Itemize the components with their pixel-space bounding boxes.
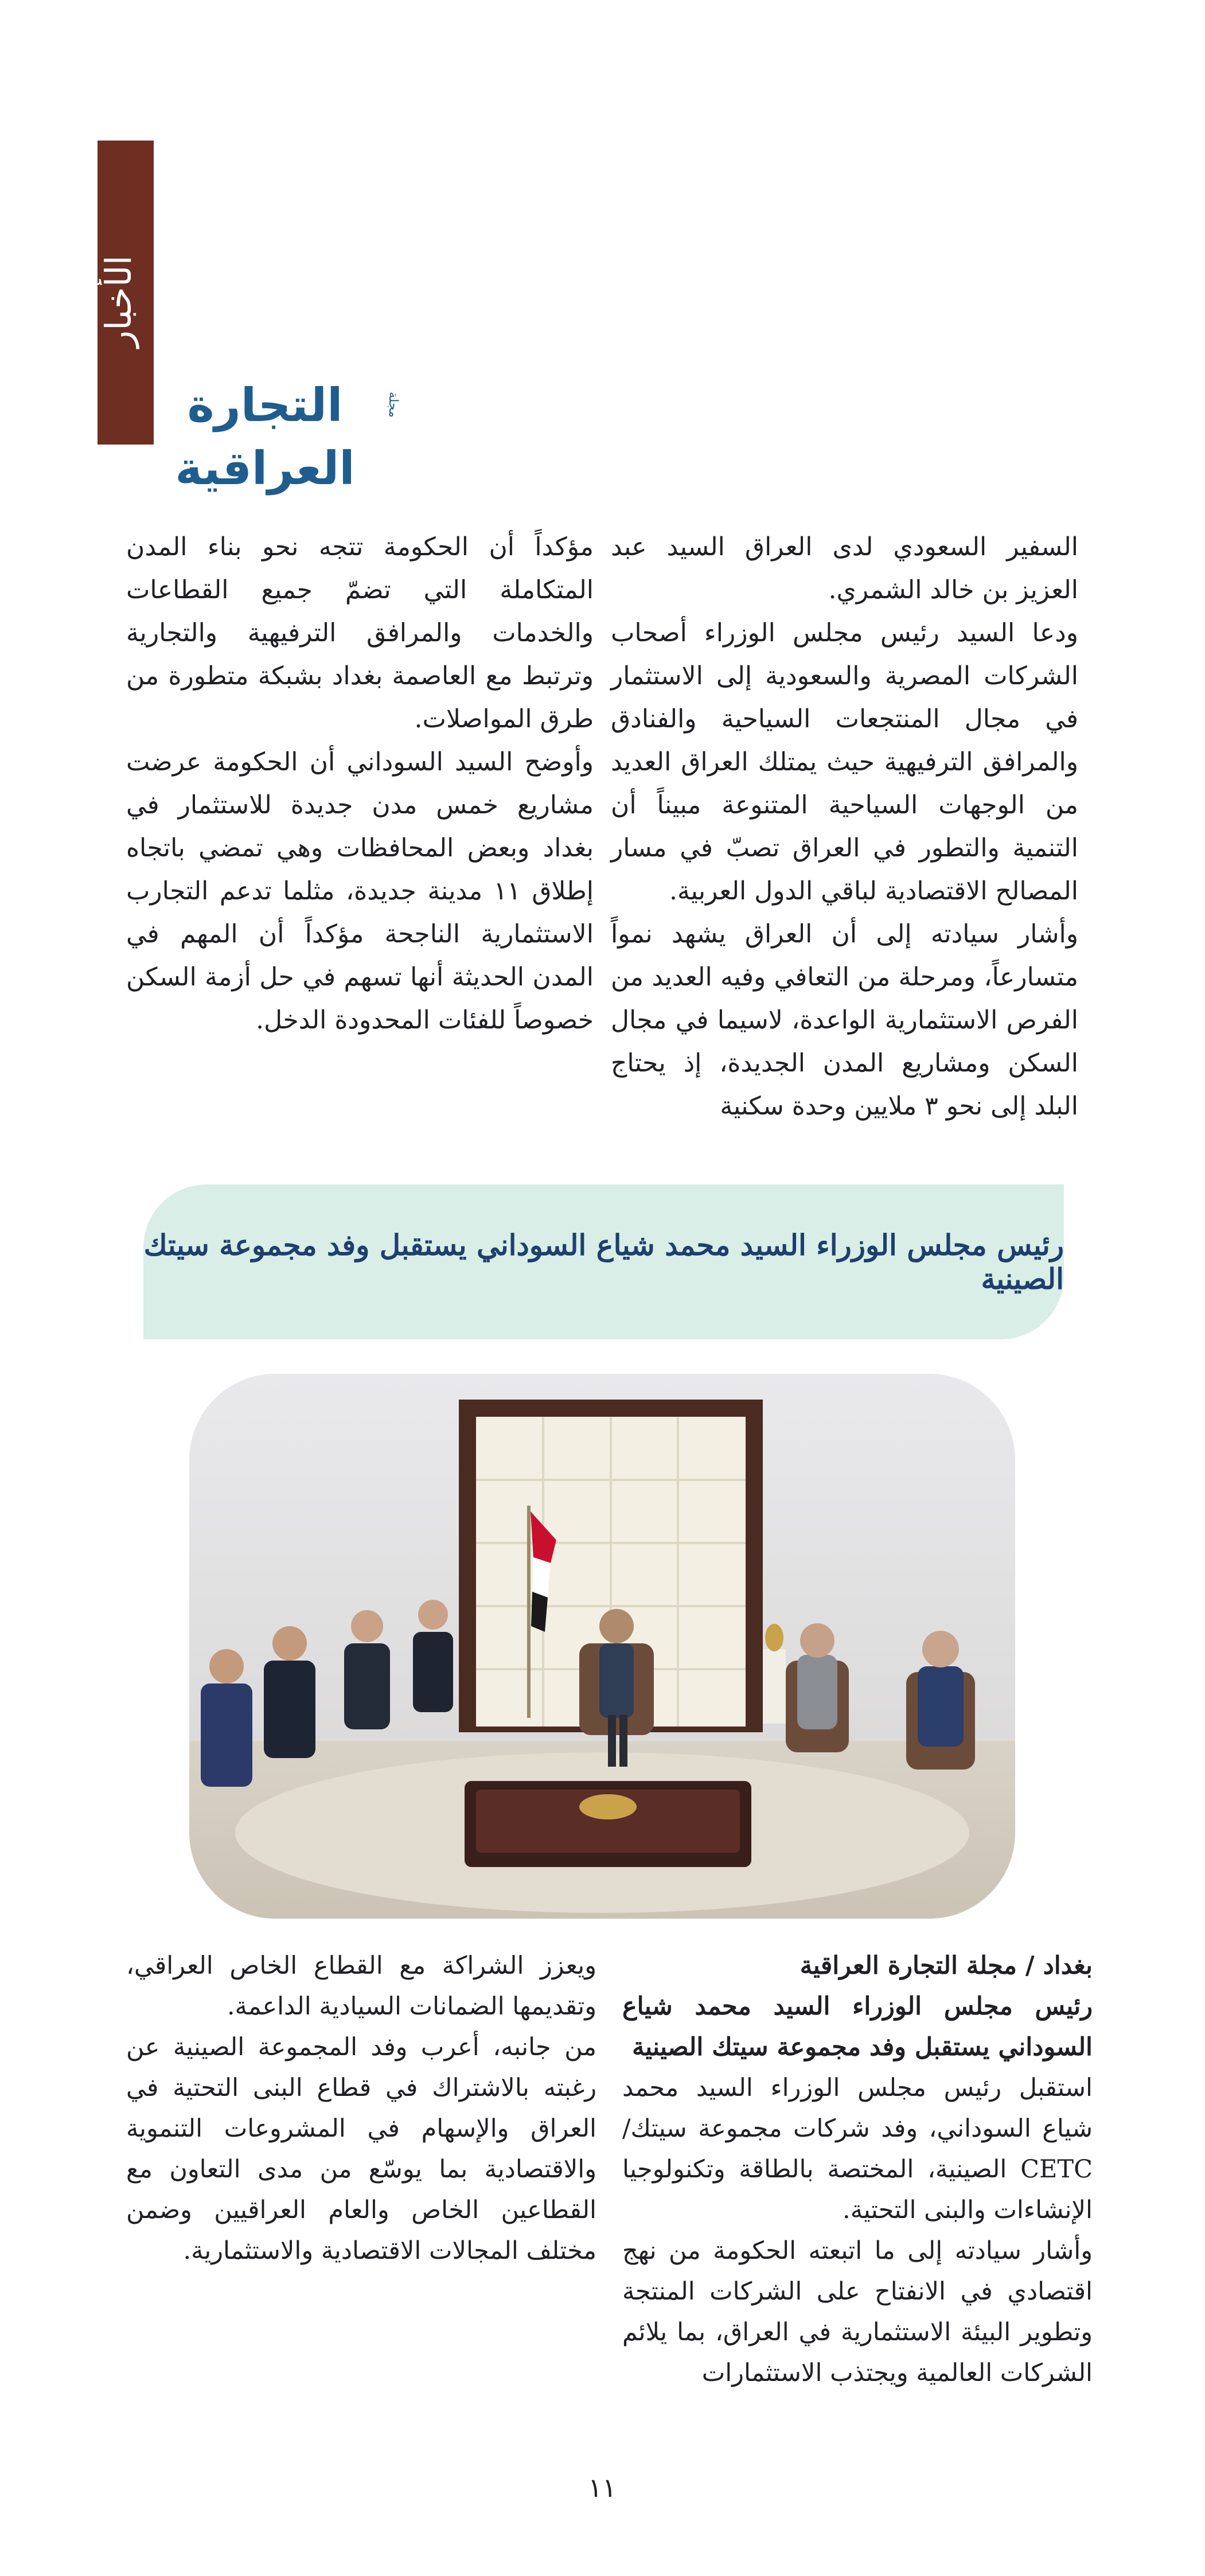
top-right-column [611, 525, 1078, 1128]
paragraph: وأوضح السيد السوداني أن الحكومة عرضت مشاريع خمس مدن جديدة للاستثمار في بغداد وبعض المحافظات وهي تمضي باتجاه إطلاق ١١ مدينة جديدة، مثلما تدعم التجارب الاستثمارية الناجحة مؤكداً أن المهم في المدن الحديثة أنها تسهم في حل أزمة السكن خصوصاً للفئات المحدودة الدخل. [126, 747, 594, 1035]
logo-sub: مجلة [386, 392, 400, 418]
logo-text: التجارة العراقية [175, 379, 355, 495]
dateline: بغداد / مجلة التجارة العراقية [800, 1951, 1093, 1980]
paragraph: وأشار سيادته إلى ما اتبعته الحكومة من نهج اقتصادي في الانفتاح على الشركات المنتجة وتطوير البيئة الاستثمارية في العراق، بما يلائم الشركات العالمية ويجتذب الاستثمارات [622, 2236, 1093, 2387]
bottom-left-column [126, 1946, 596, 2271]
paragraph: ودعا السيد رئيس مجلس الوزراء أصحاب الشركات المصرية والسعودية إلى الاستثمار في مجال المنتجعات السياحية والفنادق والمرافق الترفيهية حيث يمتلك العراق العديد من الوجهات السياحية المتنوعة مبيناً أن التنمية والتطور في العراق تصبّ في مسار المصالح الاقتصادية لباقي الدول العربية. [611, 618, 1078, 906]
subheading: رئيس مجلس الوزراء السيد محمد شياع السوداني يستقبل وفد مجموعة سيتك الصينية [622, 1992, 1093, 2061]
paragraph: مؤكداً أن الحكومة تتجه نحو بناء المدن المتكاملة التي تضمّ جميع القطاعات والخدمات والمرافق الترفيهية والتجارية وترتبط مع العاصمة بغداد بشبكة متطورة من طرق المواصلات. [126, 532, 594, 734]
paragraph: استقبل رئيس مجلس الوزراء السيد محمد شياع السوداني، وفد شركات مجموعة سيتك/ CETC الصينية، المختصة بالطاقة وتكنولوجيا الإنشاءات والبنى التحتية. [622, 2074, 1093, 2224]
top-left-column [126, 525, 594, 1042]
headline-title: رئيس مجلس الوزراء السيد محمد شياع السوداني يستقبل وفد مجموعة سيتك الصينية [143, 1228, 1064, 1296]
magazine-logo [156, 373, 403, 495]
page-number: ١١ [588, 2472, 617, 2503]
section-label [98, 141, 154, 445]
bottom-right-column [622, 1946, 1093, 2394]
paragraph: من جانبه، أعرب وفد المجموعة الصينية عن رغبته بالاشتراك في قطاع البنى التحتية في العراق والإسهام في المشروعات التنموية والاقتصادية بما يوسّع من مدى التعاون مع القطاعين الخاص والعام العراقيين وضمن مختلف المجالات الاقتصادية والاستثمارية. [126, 2033, 596, 2265]
paragraph: وأشار سيادته إلى أن العراق يشهد نمواً متسارعاً، ومرحلة من التعافي وفيه العديد من الفرص الاستثمارية الواعدة، لاسيما في مجال السكن ومشاريع المدن الجديدة، إذ يحتاج البلد إلى نحو ٣ ملايين وحدة سكنية [611, 919, 1078, 1121]
paragraph: السفير السعودي لدى العراق السيد عبد العزيز بن خالد الشمري. [611, 532, 1078, 605]
meeting-photo [189, 1374, 1015, 1919]
paragraph: ويعزز الشراكة مع القطاع الخاص العراقي، وتقديمها الضمانات السيادية الداعمة. [126, 1951, 596, 2021]
section-label-text: الأخبار [98, 255, 139, 348]
